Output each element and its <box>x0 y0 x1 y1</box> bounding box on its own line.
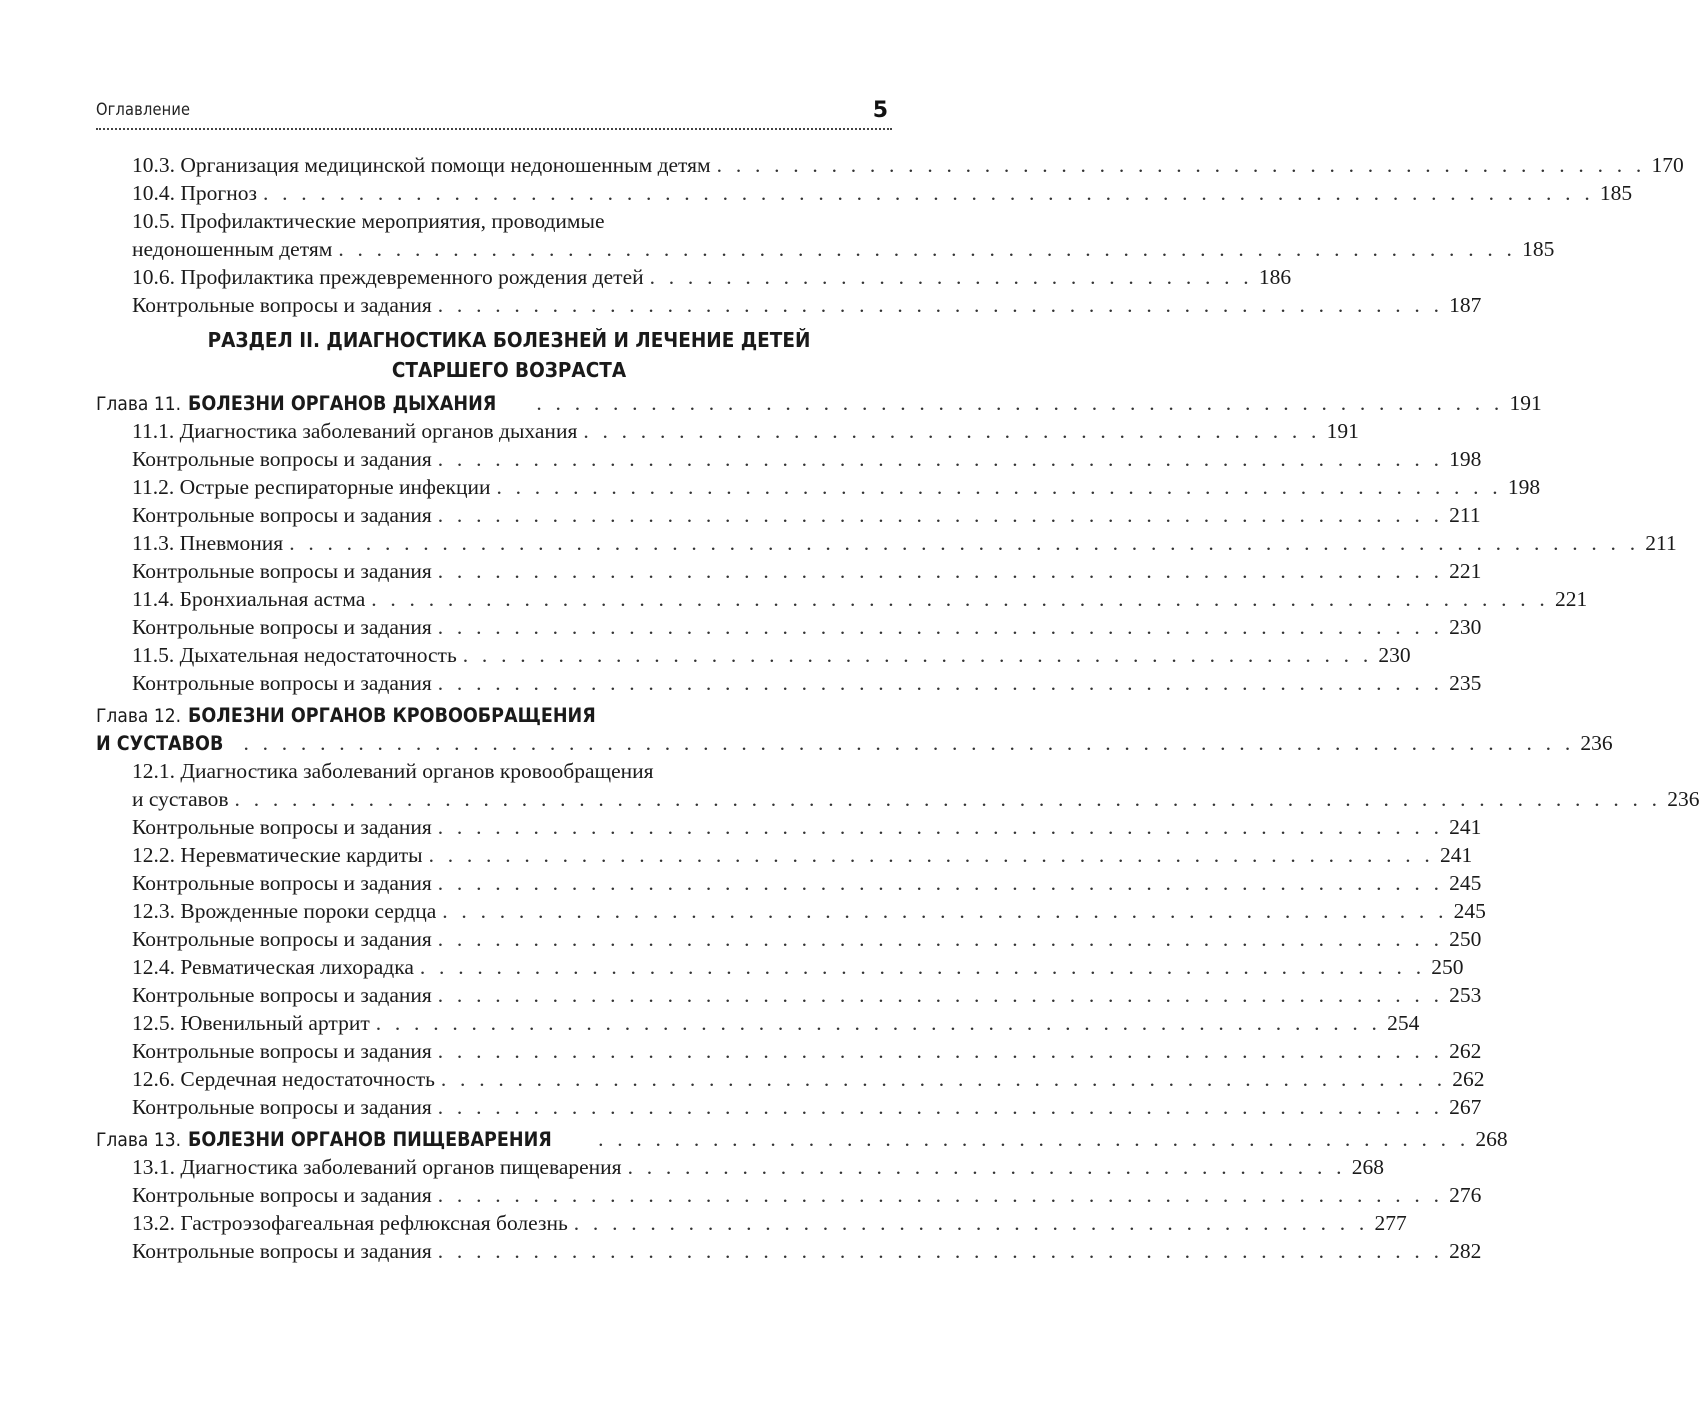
toc-entry-page: 282 <box>1449 1239 1482 1263</box>
toc-entry-page: 241 <box>1439 843 1473 867</box>
chapter-prefix: Глава 13. <box>96 1129 182 1151</box>
dot-leader: . . . . . . . . . . . . . . . . . . . . . . . . . . . . . . . . . . . . . . . . . . . . . . . . . . . . . . . . . . . . . . . . . . . . . . <box>262 181 1594 205</box>
chapter-prefix: Глава 11. <box>96 393 182 415</box>
toc-entry-page: 191 <box>1509 391 1542 415</box>
header-dotted-rule <box>96 128 892 130</box>
toc-entry[interactable] <box>96 235 1555 263</box>
toc-entry[interactable] <box>96 897 1486 925</box>
dot-leader: . . . . . . . . . . . . . . . . . . . . . . . . . . . . . . . . . . . . . . . . . . . . . . . . . . . . . <box>442 899 1448 923</box>
toc-entry[interactable] <box>96 263 1292 291</box>
chapter-title: БОЛЕЗНИ ОРГАНОВ КРОВООБРАЩЕНИЯ <box>187 704 596 727</box>
toc-entry[interactable] <box>96 1037 1482 1065</box>
dot-leader: . . . . . . . . . . . . . . . . . . . . . . . . . . . . . . . . . . . . . . . . . . . . . . . . . . . . . . . . . . . . . . . . . . . . . . . . . . . <box>234 787 1662 811</box>
toc-entry-label: 13.2. Гастроэзофагеальная рефлюксная болезнь <box>132 1211 568 1235</box>
toc-entry-label: 10.5. Профилактические мероприятия, проводимые <box>132 209 605 233</box>
toc-entry-label: 12.1. Диагностика заболеваний органов кровообращения <box>132 759 654 783</box>
chapter-13-entry[interactable] <box>96 1125 1508 1153</box>
dot-leader: . . . . . . . . . . . . . . . . . . . . . . . . . . . . . . . . . . . . . . <box>627 1155 1346 1179</box>
toc-entry-page: 211 <box>1645 531 1677 555</box>
dot-leader: . . . . . . . . . . . . . . . . . . . . . . . . . . . . . . . . . . . . . . . <box>583 419 1321 443</box>
toc-entry[interactable] <box>96 1009 1420 1037</box>
toc-entry-page: 276 <box>1449 1183 1482 1207</box>
chapter-12-entry[interactable] <box>96 729 1613 757</box>
toc-entry-page: 187 <box>1449 293 1482 317</box>
toc-entry-page: 245 <box>1453 899 1486 923</box>
running-title: Оглавление <box>96 100 191 120</box>
chapter-title: БОЛЕЗНИ ОРГАНОВ ПИЩЕВАРЕНИЯ <box>187 1128 552 1151</box>
toc-entry[interactable] <box>96 557 1482 585</box>
dot-leader: . . . . . . . . . . . . . . . . . . . . . . . . . . . . . . . . . . . . . . . . . . . . . . . . . . . . . <box>437 983 1444 1007</box>
toc-entry[interactable] <box>96 585 1588 613</box>
dot-leader: . . . . . . . . . . . . . . . . . . . . . . . . . . . . . . . . . . . . . . . . . . <box>573 1211 1369 1235</box>
toc-entry-page: 277 <box>1374 1211 1407 1235</box>
toc-entry-page: 185 <box>1522 237 1555 261</box>
toc-entry[interactable] <box>96 1209 1407 1237</box>
toc-entry-label: Контрольные вопросы и задания <box>132 1039 432 1063</box>
dot-leader: . . . . . . . . . . . . . . . . . . . . . . . . . . . . . . . . . . . . . . . . . . . . . . . . . . . . . <box>437 927 1444 951</box>
dot-leader: . . . . . . . . . . . . . . . . . . . . . . . . . . . . . . . . . . . . . . . . . . . . . . . . . . . . . . . . . . . . . . <box>371 587 1549 611</box>
dot-leader: . . . . . . . . . . . . . . . . . . . . . . . . . . . . . . . . . . . . . . . . . . . . . . . . . . . . . <box>437 671 1444 695</box>
toc-entry[interactable] <box>96 529 1677 557</box>
dot-leader: . . . . . . . . . . . . . . . . . . . . . . . . . . . . . . . . . . . . . . . . . . . . . . . . . . . . . <box>437 559 1444 583</box>
toc-entry-label: Контрольные вопросы и задания <box>132 671 432 695</box>
toc-entry-page: 268 <box>1351 1155 1384 1179</box>
toc-entry-label: 11.3. Пневмония <box>132 531 284 555</box>
toc-entry-label: 11.1. Диагностика заболеваний органов дыхания <box>132 419 578 443</box>
toc-entry-label: 11.5. Дыхательная недостаточность <box>132 643 457 667</box>
toc-entry-page: 221 <box>1554 587 1588 611</box>
chapter-12-title-line1[interactable] <box>96 701 892 729</box>
toc-entry-page: 170 <box>1651 153 1684 177</box>
toc-entry-page: 253 <box>1449 983 1482 1007</box>
table-of-contents <box>96 151 1699 1265</box>
toc-entry-label: Контрольные вопросы и задания <box>132 447 432 471</box>
toc-entry[interactable] <box>96 179 1633 207</box>
dot-leader: . . . . . . . . . . . . . . . . . . . . . . . . . . . . . . . . . . . . . . . . . . . . . . . . . . . . . <box>437 815 1444 839</box>
toc-entry-label: Контрольные вопросы и задания <box>132 615 432 639</box>
dot-leader: . . . . . . . . . . . . . . . . . . . . . . . . . . . . . . . . . . . . . . . . . . . . . . . . . . . . . <box>437 1039 1444 1063</box>
dot-leader: . . . . . . . . . . . . . . . . . . . . . . . . . . . . . . . . . . . . . . . . . . . . . . . . . . . . . <box>437 447 1444 471</box>
dot-leader: . . . . . . . . . . . . . . . . . . . . . . . . . . . . . . . . . . . . . . . . . . . . . . . . . . . . . <box>437 1095 1444 1119</box>
dot-leader: . . . . . . . . . . . . . . . . . . . . . . . . . . . . . . . . . . . . . . . . . . . . . . . . . . . . . . . . . . . . . . <box>338 237 1517 261</box>
page-number: 5 <box>872 98 888 123</box>
toc-entry[interactable] <box>96 841 1473 869</box>
dot-leader: . . . . . . . . . . . . . . . . . . . . . . . . . . . . . . . . . . . . . . . . . . . . . . . . . <box>716 153 1646 177</box>
toc-entry-label: Контрольные вопросы и задания <box>132 927 432 951</box>
dot-leader: . . . . . . . . . . . . . . . . . . . . . . . . . . . . . . . . . . . . . . . . . . . . . . . . . . . . . <box>440 1067 1447 1091</box>
toc-entry-page: 235 <box>1449 671 1482 695</box>
toc-entry-label: Контрольные вопросы и задания <box>132 1239 432 1263</box>
toc-entry-page: 267 <box>1449 1095 1482 1119</box>
toc-entry-page: 250 <box>1431 955 1464 979</box>
toc-entry-label: 11.2. Острые респираторные инфекции <box>132 475 491 499</box>
dot-leader: . . . . . . . . . . . . . . . . . . . . . . . . . . . . . . . . . . . . . . . . . . . . . . . . . . . . . <box>437 871 1444 895</box>
section-heading-line2: СТАРШЕГО ВОЗРАСТА <box>391 358 627 382</box>
toc-entry[interactable] <box>96 151 1684 179</box>
dot-leader: . . . . . . . . . . . . . . . . . . . . . . . . . . . . . . . . . . . . . . . . . . . . . . . . . . . . . <box>437 1183 1444 1207</box>
dot-leader: . . . . . . . . . . . . . . . . . . . . . . . . . . . . . . . . . . . . . . . . . . . . . . . . . . . . . <box>375 1011 1382 1035</box>
toc-entry[interactable] <box>96 1153 1384 1181</box>
section-heading-line1: РАЗДЕЛ II. ДИАГНОСТИКА БОЛЕЗНЕЙ И ЛЕЧЕНИЕ ДЕТЕЙ <box>207 328 811 352</box>
toc-entry-label: Контрольные вопросы и задания <box>132 559 432 583</box>
section-heading <box>96 325 892 385</box>
toc-entry[interactable] <box>96 1237 1482 1265</box>
toc-entry[interactable] <box>96 417 1359 445</box>
toc-entry-page: 198 <box>1507 475 1541 499</box>
dot-leader: . . . . . . . . . . . . . . . . . . . . . . . . . . . . . . . . . . . . . . . . . . . . . . . . . . . . . . . . . . . . . . . . . . . . . . <box>243 731 1575 755</box>
toc-entry[interactable] <box>96 1093 1482 1121</box>
dot-leader: . . . . . . . . . . . . . . . . . . . . . . . . . . . . . . . . . . . . . . . . . . . . . . . . . . . . . <box>496 475 1502 499</box>
toc-entry-label: и суставов <box>132 787 229 811</box>
toc-entry-page: 254 <box>1387 1011 1420 1035</box>
toc-entry[interactable] <box>96 445 1482 473</box>
dot-leader: . . . . . . . . . . . . . . . . . . . . . . . . . . . . . . . . <box>649 265 1253 289</box>
toc-entry-page: 236 <box>1667 787 1699 811</box>
running-header <box>96 98 892 132</box>
toc-entry[interactable] <box>96 641 1411 669</box>
toc-entry-page: 245 <box>1449 871 1482 895</box>
toc-entry-page: 221 <box>1449 559 1482 583</box>
chapter-11-entry[interactable] <box>96 389 1542 417</box>
dot-leader: . . . . . . . . . . . . . . . . . . . . . . . . . . . . . . . . . . . . . . . . . . . . . . . . . . . . . <box>428 843 1434 867</box>
toc-entry-page: 230 <box>1378 643 1411 667</box>
toc-entry-page: 185 <box>1599 181 1633 205</box>
chapter-title-continuation: И СУСТАВОВ <box>96 732 224 755</box>
toc-entry-label: 12.3. Врожденные пороки сердца <box>132 899 437 923</box>
dot-leader: . . . . . . . . . . . . . . . . . . . . . . . . . . . . . . . . . . . . . . . . . . . . . . . . . . . . . <box>437 503 1444 527</box>
toc-entry-label: 10.3. Организация медицинской помощи недоношенным детям <box>132 153 711 177</box>
toc-entry[interactable] <box>96 1181 1482 1209</box>
toc-entry-label: 10.4. Прогноз <box>132 181 257 205</box>
toc-entry-continuation <box>96 207 892 235</box>
toc-entry[interactable] <box>96 925 1482 953</box>
dot-leader: . . . . . . . . . . . . . . . . . . . . . . . . . . . . . . . . . . . . . . . . . . . . . . . . . . . . . <box>437 615 1444 639</box>
toc-entry-continuation <box>96 757 892 785</box>
toc-entry-label: недоношенным детям <box>132 237 333 261</box>
toc-entry-label: Контрольные вопросы и задания <box>132 1095 432 1119</box>
toc-entry-page: 198 <box>1449 447 1482 471</box>
toc-entry-page: 250 <box>1449 927 1482 951</box>
toc-entry-label: Контрольные вопросы и задания <box>132 1183 432 1207</box>
toc-entry-label: 12.5. Ювенильный артрит <box>132 1011 370 1035</box>
chapter-title: БОЛЕЗНИ ОРГАНОВ ДЫХАНИЯ <box>187 392 497 415</box>
toc-entry[interactable] <box>96 501 1481 529</box>
dot-leader: . . . . . . . . . . . . . . . . . . . . . . . . . . . . . . . . . . . . . . . . . . . . . . . . . . . . . <box>437 1239 1444 1263</box>
toc-entry[interactable] <box>96 813 1482 841</box>
toc-entry-label: 12.2. Неревматические кардиты <box>132 843 423 867</box>
toc-entry-label: 11.4. Бронхиальная астма <box>132 587 366 611</box>
toc-entry-page: 262 <box>1452 1067 1485 1091</box>
dot-leader: . . . . . . . . . . . . . . . . . . . . . . . . . . . . . . . . . . . . . . . . . . . . . . . . . . . . . . . . . . . . . . . . . . . . . . . <box>289 531 1640 555</box>
dot-leader: . . . . . . . . . . . . . . . . . . . . . . . . . . . . . . . . . . . . . . . . . . . . . . . . . . . . . <box>437 293 1444 317</box>
toc-entry[interactable] <box>96 613 1482 641</box>
dot-leader: . . . . . . . . . . . . . . . . . . . . . . . . . . . . . . . . . . . . . . . . . . . . . . . . . . . . . <box>419 955 1426 979</box>
toc-entry-label: 12.4. Ревматическая лихорадка <box>132 955 414 979</box>
toc-entry-page: 186 <box>1258 265 1292 289</box>
toc-entry-page: 241 <box>1449 815 1482 839</box>
chapter-prefix: Глава 12. <box>96 705 182 727</box>
dot-leader: . . . . . . . . . . . . . . . . . . . . . . . . . . . . . . . . . . . . . . . . . . . . . . . . . . . <box>536 391 1504 415</box>
toc-entry[interactable] <box>96 669 1482 697</box>
toc-entry[interactable] <box>96 1065 1485 1093</box>
toc-entry-label: 13.1. Диагностика заболеваний органов пищеварения <box>132 1155 622 1179</box>
toc-entry[interactable] <box>96 291 1482 319</box>
dot-leader: . . . . . . . . . . . . . . . . . . . . . . . . . . . . . . . . . . . . . . . . . . . . . . <box>598 1127 1470 1151</box>
toc-entry-page: 191 <box>1326 419 1359 443</box>
toc-entry-label: 12.6. Сердечная недостаточность <box>132 1067 435 1091</box>
toc-entry[interactable] <box>96 953 1464 981</box>
toc-entry[interactable] <box>96 785 1699 813</box>
toc-entry-label: Контрольные вопросы и задания <box>132 293 432 317</box>
toc-entry-label: Контрольные вопросы и задания <box>132 983 432 1007</box>
toc-entry-page: 262 <box>1449 1039 1482 1063</box>
toc-entry-label: Контрольные вопросы и задания <box>132 871 432 895</box>
toc-entry-page: 211 <box>1449 503 1481 527</box>
toc-entry-page: 236 <box>1580 731 1613 755</box>
toc-entry-label: Контрольные вопросы и задания <box>132 503 432 527</box>
toc-entry[interactable] <box>96 473 1541 501</box>
toc-entry-page: 268 <box>1475 1127 1508 1151</box>
toc-entry-page: 230 <box>1449 615 1482 639</box>
toc-entry-label: Контрольные вопросы и задания <box>132 815 432 839</box>
dot-leader: . . . . . . . . . . . . . . . . . . . . . . . . . . . . . . . . . . . . . . . . . . . . . . . . <box>462 643 1373 667</box>
toc-entry[interactable] <box>96 981 1482 1009</box>
toc-entry-label: 10.6. Профилактика преждевременного рождения детей <box>132 265 644 289</box>
toc-entry[interactable] <box>96 869 1482 897</box>
